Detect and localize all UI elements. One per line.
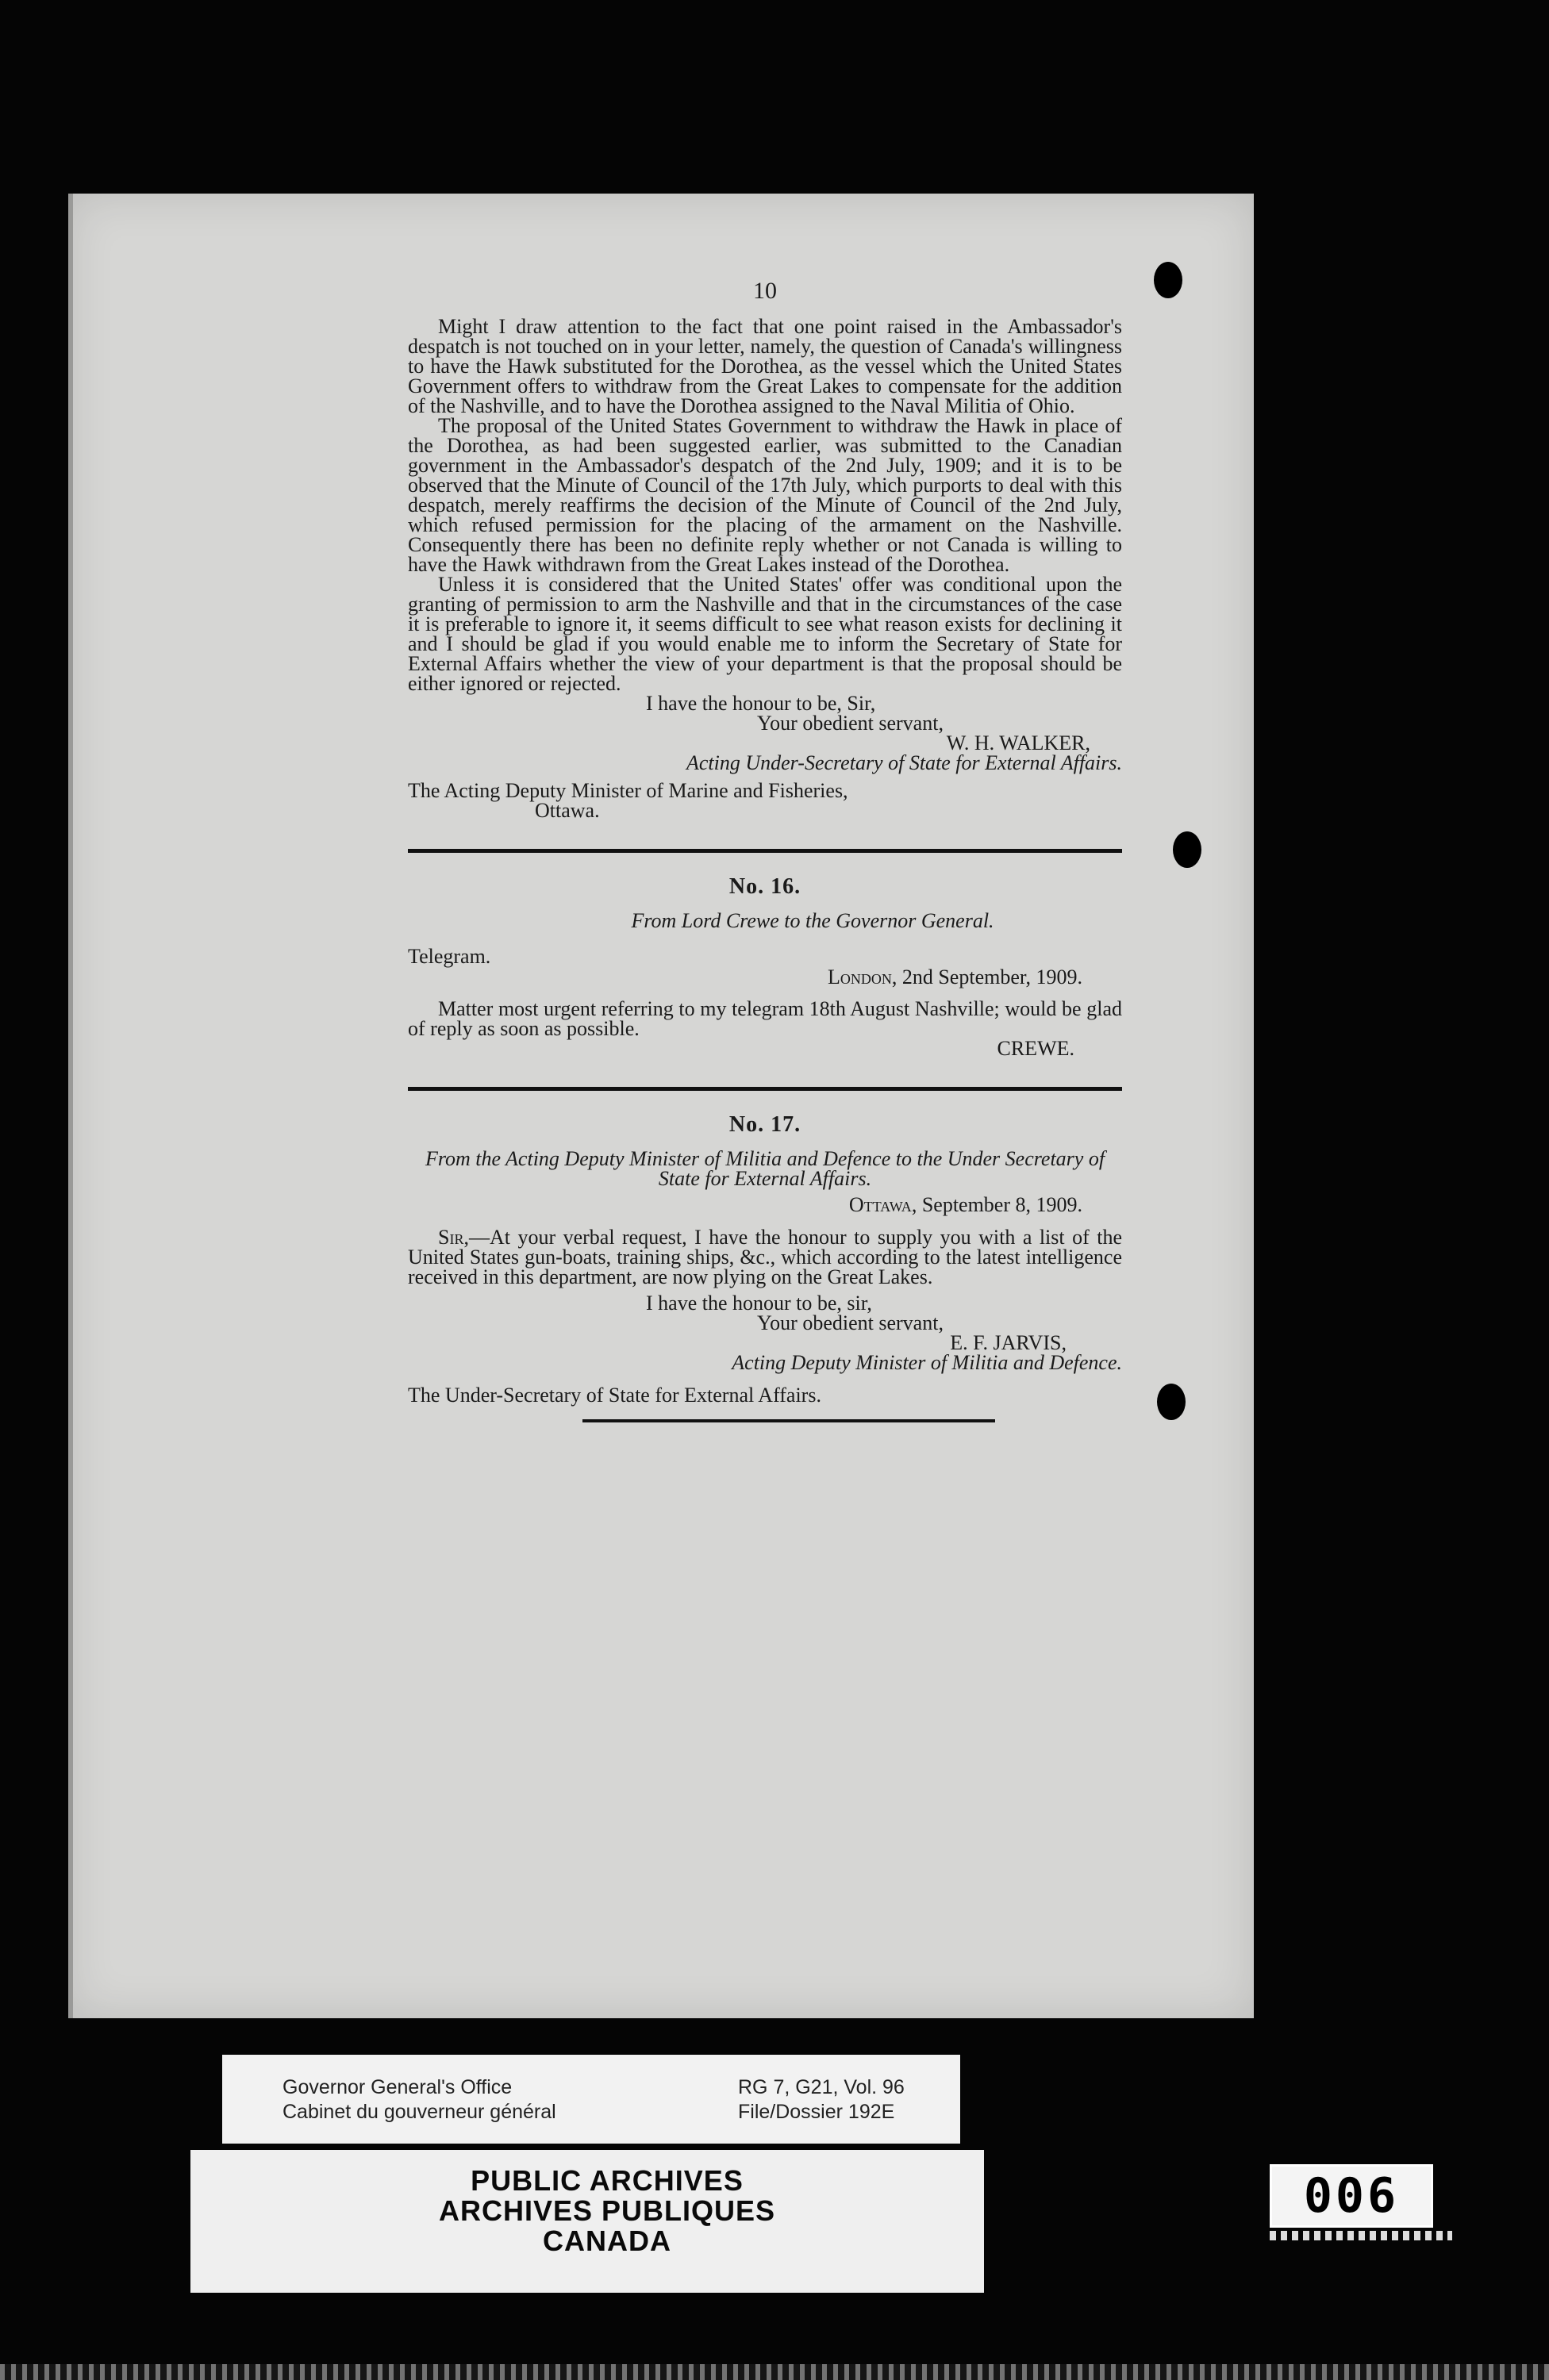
dateline <box>828 967 1082 987</box>
addressee-city: Ottawa. <box>535 799 600 822</box>
telegram-label: Telegram. <box>408 945 491 968</box>
signer-title: Acting Under-Secretary of State for External Affairs. <box>686 751 1122 774</box>
dateline <box>408 1195 1122 1215</box>
paragraph: The proposal of the United States Government to withdraw the Hawk in place of the Dorothea, as had been suggested earlier, was submitted to the Canadian government in the Ambassador's despatch of the 2nd July, 1909; and it is to be observed that the Minute of Council of the 17th July, which purports to deal with this despatch, merely reaffirms the decision of the Minute of Council of the 2nd July, which refused permission for the placing of the armament on the Nashville. Consequently there has been no definite reply whether or not Canada is willing to have the Hawk withdrawn from the Great Lakes instead of the Dorothea. <box>408 414 1122 576</box>
archive-label-card <box>222 2055 960 2144</box>
label-office-fr: Cabinet du gouverneur général <box>283 2101 556 2123</box>
letter-body-text: —At your verbal request, I have the honour to supply you with a list of the United States gun-boats, training ships, &c., which according to the latest intelligence received in this department, are now plying on the Great Lakes. <box>408 1226 1122 1288</box>
frame-number: 006 <box>1270 2164 1433 2228</box>
punch-hole-middle <box>1173 831 1201 868</box>
closing-line-2: Your obedient servant, <box>757 1311 944 1334</box>
letter-body <box>408 1227 1122 1287</box>
telegram-header-row <box>408 931 1122 988</box>
salutation: Sir, <box>438 1226 469 1249</box>
dateline-place: Ottawa <box>848 1193 912 1216</box>
document-content <box>408 278 1122 1422</box>
film-sprocket-strip <box>1270 2231 1452 2240</box>
document-from-line: From the Acting Deputy Minister of Militia and Defence to the Under Secretary of State for External Affairs. <box>425 1147 1105 1190</box>
addressee: The Under-Secretary of State for External Affairs. <box>408 1384 821 1407</box>
punch-hole-bottom <box>1157 1384 1186 1420</box>
label-office <box>283 2075 556 2125</box>
archives-line-1: PUBLIC ARCHIVES <box>471 2164 744 2197</box>
film-edge-strip <box>0 2364 1549 2380</box>
closing-rule <box>582 1419 995 1422</box>
punch-hole-top <box>1154 262 1182 298</box>
closing-line: I have the honour to be, Sir, <box>646 692 876 715</box>
document-number-heading: No. 17. <box>728 1112 801 1137</box>
signer-name: W. H. WALKER, <box>946 731 1090 754</box>
signer-title: Acting Deputy Minister of Militia and Defence. <box>732 1351 1122 1374</box>
archives-line-2: ARCHIVES PUBLIQUES <box>438 2194 776 2227</box>
signer-name: E. F. JARVIS, <box>950 1331 1067 1354</box>
paragraph: Might I draw attention to the fact that one point raised in the Ambassador's despatch is not touched on in your letter, namely, the question of Canada's willingness to have the Hawk substituted for the Dorothea, as the vessel which the United States Government offers to withdraw from the Great Lakes to compensate for the addition of the Nashville, and to have the Dorothea assigned to the Naval Militia of Ohio. <box>408 315 1122 417</box>
section-divider <box>408 1087 1122 1091</box>
archives-stamp <box>421 2166 794 2256</box>
document-number-heading: No. 16. <box>728 874 801 899</box>
addressee: The Acting Deputy Minister of Marine and Fisheries, <box>408 779 848 802</box>
label-file: File/Dossier 192E <box>738 2101 895 2123</box>
dateline-date: , 2nd September, 1909. <box>891 965 1082 988</box>
paragraph: Unless it is considered that the United States' offer was conditional upon the granting of permission to arm the Nashville and that in the circumstances of the case it is preferable to ignore it, it seems difficult to see what reason exists for declining it and I should be glad if you would enable me to inform the Secretary of State for External Affairs whether the view of your department is that the proposal should be either ignored or rejected. <box>408 573 1122 695</box>
closing-line-2: Your obedient servant, <box>757 712 944 735</box>
telegram-body: Matter most urgent referring to my telegram 18th August Nashville; would be glad of reply as soon as possible. <box>408 997 1122 1040</box>
label-reference <box>738 2075 905 2125</box>
dateline-date: , September 8, 1909. <box>911 1193 1082 1216</box>
page-number: 10 <box>753 278 777 304</box>
telegram-signer: CREWE. <box>997 1037 1074 1060</box>
page-edge <box>68 194 73 2018</box>
label-volume: RG 7, G21, Vol. 96 <box>738 2076 905 2098</box>
section-divider <box>408 849 1122 853</box>
document-from-line: From Lord Crewe to the Governor General. <box>631 909 994 932</box>
dateline-place: London <box>827 965 892 988</box>
label-office-en: Governor General's Office <box>283 2076 513 2098</box>
archives-line-3: CANADA <box>543 2225 671 2257</box>
closing-line: I have the honour to be, sir, <box>646 1292 872 1315</box>
